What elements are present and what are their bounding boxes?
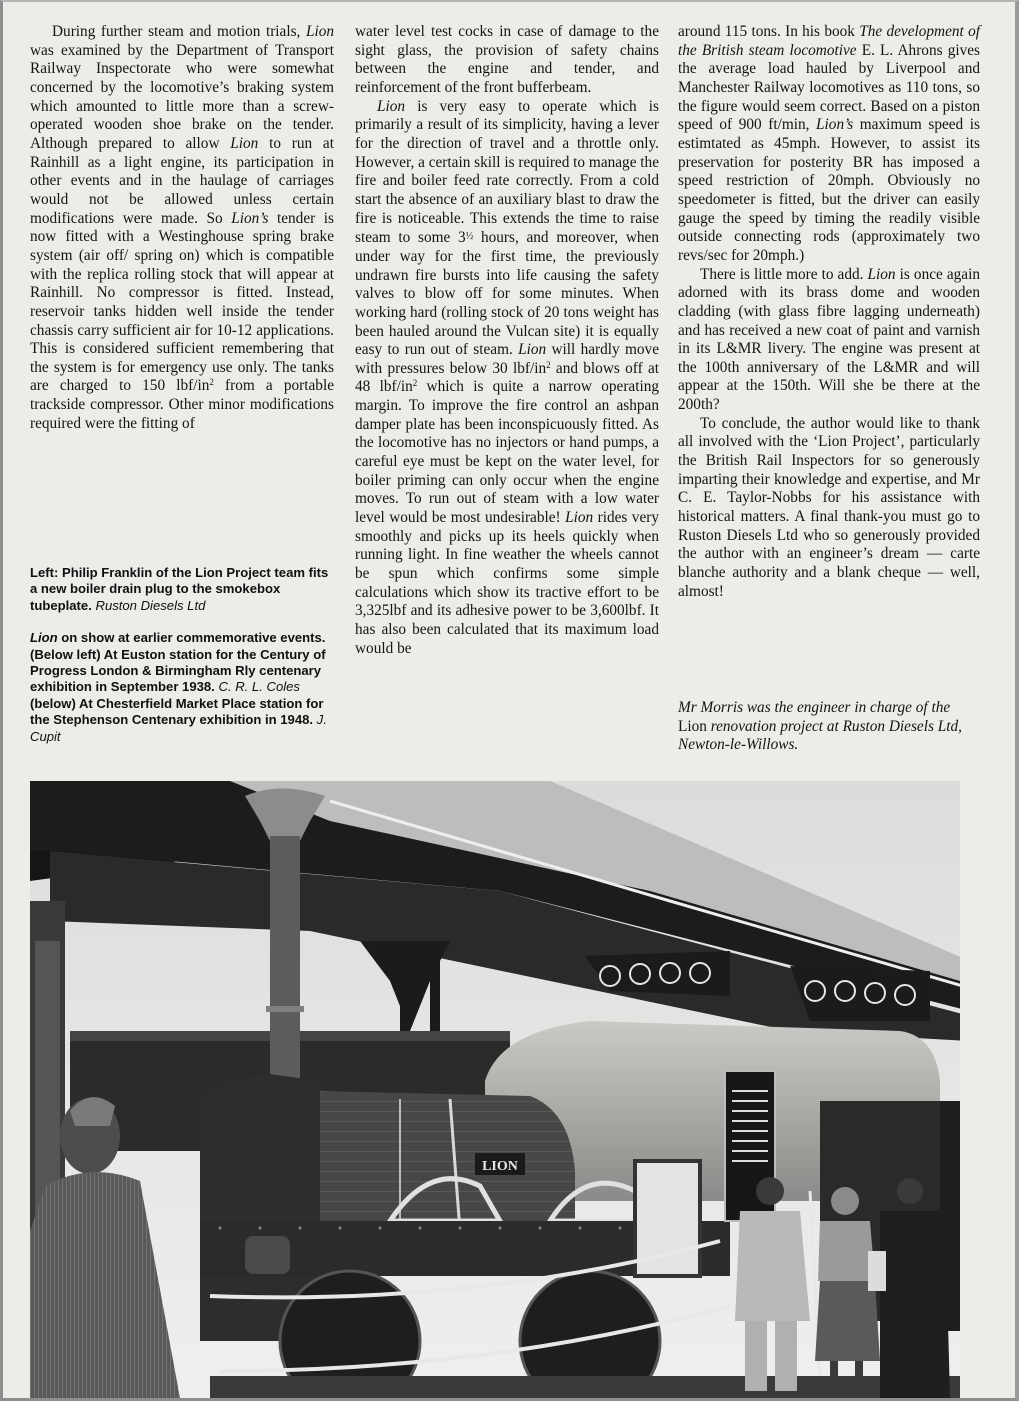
italic-text: Lion <box>518 341 547 359</box>
article-paragraph <box>355 98 659 659</box>
ground <box>210 1376 960 1398</box>
photo-caption <box>30 630 335 745</box>
text-run: is once again adorned with its brass dome and wooden cladding (with glass fibre lagging underneath) and has received a new coat of paint and varnish in its L&MR livery. The engine was present at the 100th anniversary of the L&MR and will appear at the 150th. Will she be there at the 200th? <box>678 265 980 414</box>
onlooker-man-dark-suit <box>868 1178 950 1398</box>
article-paragraph <box>678 415 980 602</box>
text-run: water level test cocks in case of damage to the sight glass, the provision of safety chains between the engine and tender, and reinforcement of the front bufferbeam. <box>355 23 659 96</box>
superscript: 2 <box>546 359 551 370</box>
italic-text: The development of the British steam locomotive <box>678 23 980 59</box>
caption-text: on show at earlier commemorative events. (Below left) At Euston station for the Century of Progress London & Birmingham Rly centenary exhibition in September 1938. <box>30 630 326 695</box>
italic-text: Lion’s <box>231 209 269 227</box>
italic-text: Lion <box>305 23 334 40</box>
buffer <box>245 1236 290 1274</box>
text-run: to run at Rainhill as a light engine, its participation in other events and in the haulage of carriages would not be allowed unless certain modifications were made. So <box>30 134 334 227</box>
photo-caption <box>30 565 335 614</box>
article-paragraph <box>30 23 334 433</box>
text-run: hours, and moreover, when under way for the first time, the previously undrawn fire bursts into life causing the safety valves to blow off for some minutes. When working hard (rolling stock of 20 tons weight has been hauled around the Vulcan site) it is equally easy to run out of steam. <box>355 229 659 359</box>
article-paragraph <box>678 266 980 415</box>
text-run: around 115 tons. In his book <box>678 23 860 40</box>
article-paragraph <box>355 23 659 98</box>
caption-text: Left: Philip Franklin of the Lion Project team fits a new boiler drain plug to the smokebox tubeplate. <box>30 565 329 613</box>
superscript: 2 <box>209 377 214 388</box>
article-paragraph <box>678 23 980 266</box>
text-run: is very easy to operate which is primarily a result of its simplicity, having a lever for the direction of travel and a throttle only. However, a certain skill is required to manage the fire and boiler feed rate correctly. From a cold start the absence of an auxiliary blast to draw the fire is noticeable. This extends the time to raise steam to some 3 <box>355 97 659 247</box>
caption-text: (below) At Chesterfield Market Place station for the Stephenson Centenary exhibition in 1948. <box>30 695 324 728</box>
text-run: from a portable trackside compressor. Other minor modifications required were the fitting of <box>30 377 334 432</box>
article-column-1 <box>30 23 334 433</box>
text-run: and blows off at 48 lbf/in <box>355 359 659 396</box>
italic-text: Lion <box>867 265 896 283</box>
text-run: E. L. Ahrons gives the average load hauled by Liverpool and Manchester Railway locomotives as 110 tons, so the figure would seem correct. Based on a piston speed of 900 ft/min, <box>678 41 980 134</box>
italic-text: Lion <box>377 97 406 115</box>
caption-italic: Lion <box>30 630 58 646</box>
text-run: There is little more to add. <box>700 265 868 283</box>
author-note-suffix: renovation project at Ruston Diesels Ltd, Newton-le-Willows. <box>678 717 962 754</box>
author-note-prefix: Mr Morris was the engineer in charge of the <box>678 699 951 716</box>
text-run: To conclude, the author would like to thank all involved with the ‘Lion Project’, particularly the British Rail Inspectors for so generously imparting their knowledge and expertise, and Mr C. E. Taylor-Nobbs for his assistance with historical matters. A final thank-you must go to Ruston Diesels Ltd who so generously provided the author with an engineer’s dream — carte blanche authority and a blank cheque — well, almost! <box>678 414 980 600</box>
article-column-3 <box>678 23 980 601</box>
italic-text: Lion <box>565 509 594 527</box>
photo-captions <box>30 565 335 761</box>
superscript: 2 <box>412 378 418 389</box>
locomotive-photo <box>30 781 960 1398</box>
text-run: rides very smoothly and picks up its heels quickly when running light. In fine weather the wheels cannot be spun which confirms some simple calculations which show its tractive effort to be 3,325lbf and its adhesive power to be 3,600lbf. It has also been calculated that its maximum load would be <box>355 509 659 657</box>
photo-credit: Ruston Diesels Ltd <box>91 597 206 613</box>
author-note-subject: Lion <box>678 717 707 735</box>
text-run: will hardly move with pressures below 30 lbf/in <box>355 341 659 377</box>
nameplate-text: LION <box>482 1159 518 1174</box>
italic-text: Lion’s <box>816 116 854 134</box>
boiler-cladding <box>320 1091 575 1231</box>
article-column-2 <box>355 23 659 658</box>
author-note <box>678 699 980 755</box>
photo-credit: J. Cupit <box>30 712 327 744</box>
text-run: ½ <box>465 231 474 243</box>
text-run: During further steam and motion trials, <box>52 23 306 40</box>
text-run: maximum speed is estimtated as 45mph. However, to assist its preservation for posterity BR has imposed a speed restriction of 20mph. Obviously no speedometer is fitted, but the driver can easily gauge the speed by timing the readily visible outside connecting rods (approximately two revs/sec for 20mph.) <box>678 116 980 264</box>
text-run: was examined by the Department of Transport Railway Inspectorate who were somewhat concerned by the locomotive’s braking system which amounted to little more than a screw-operated wooden shoe brake on the tender. Although prepared to allow <box>30 41 334 152</box>
photo-credit: C. R. L. Coles <box>218 679 300 695</box>
text-run: tender is now fitted with a Westinghouse spring brake system (air off/ spring on) which is compatible with the replica rolling stock that will appear at Rainhill. No compressor is fitted. Instead, reservoir tanks hidden well inside the tender chassis carry sufficient air for 10-12 applications. This is considered sufficient remembering that the system is for emergency use only. The tanks are charged to 150 lbf/in <box>30 209 334 395</box>
chimney <box>270 836 300 1086</box>
italic-text: Lion <box>230 134 259 152</box>
photo-illustration <box>30 781 960 1398</box>
text-run: which is quite a narrow operating margin. To improve the fire control an ashpan damper plate has been inconspicuously fitted. As the locomotive has no injectors or hand pumps, a careful eye must be kept on the water level, for boiler priming can only occur when the engine moves. To run out of steam with a low water level would be most undesirable! <box>355 378 660 527</box>
